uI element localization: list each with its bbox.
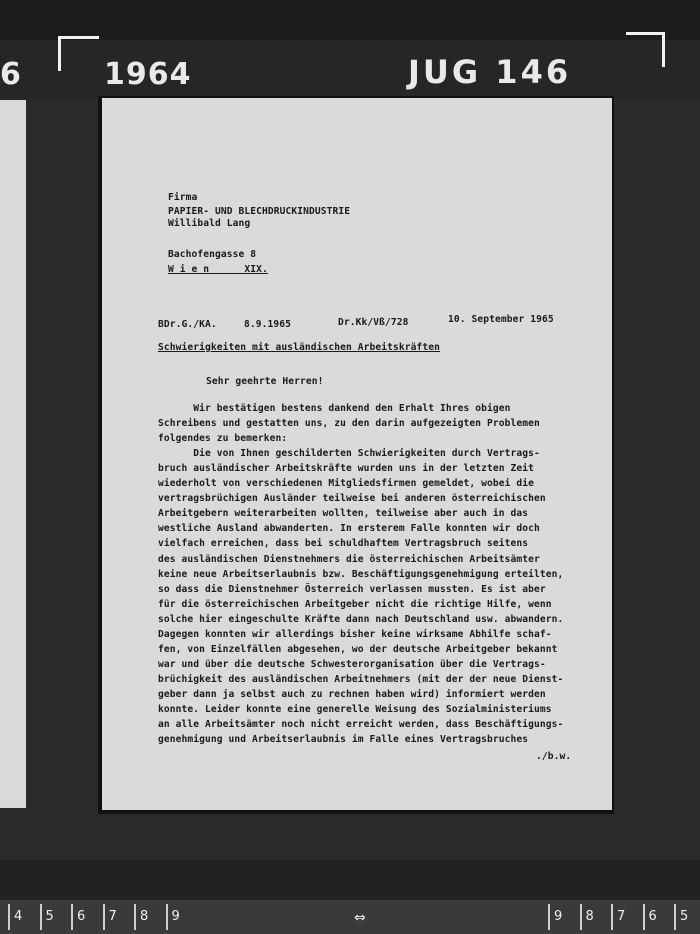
crop-mark-top-left [58, 36, 99, 71]
ruler-tick [103, 904, 105, 930]
ruler-number-left: 4 [14, 909, 23, 924]
recipient-name: Willibald Lang [168, 218, 251, 229]
body-line: für die österreichischen Arbeitgeber nicht die richtige Hilfe, wenn [158, 598, 552, 610]
reference-left: BDr.G./KA. [158, 319, 217, 330]
ruler-tick [8, 904, 10, 930]
ruler-number-left: 7 [108, 909, 117, 924]
ruler-tick [674, 904, 676, 930]
body-line: folgendes zu bemerken: [158, 433, 288, 445]
film-top-edge [0, 0, 700, 40]
body-line: konnte. Leider konnte eine generelle Weisung des Sozialministeriums [158, 704, 552, 715]
ruler-tick [134, 904, 136, 930]
recipient-city: W i e n XIX. [168, 264, 268, 275]
film-ruler [0, 900, 700, 934]
body-line: war und über die deutsche Schwesterorganisation über die Vertrags- [158, 658, 546, 670]
body-line: Schreibens und gestatten uns, zu den darin aufgezeigten Problemen [158, 418, 540, 430]
adjacent-frame-page [0, 100, 26, 808]
letter-page [102, 98, 612, 810]
body-line: genehmigung und Arbeitserlaubnis im Falle eines Vertragsbruches [158, 734, 529, 746]
film-bottom-band [0, 860, 700, 900]
film-edge-number: 6 [0, 57, 22, 92]
ruler-tick [71, 904, 73, 930]
body-line: vertragsbrüchigen Ausländer teilweise bei anderen österreichischen [158, 493, 546, 505]
body-line: keine neue Arbeitserlaubnis bzw. Beschäftigungsgenehmigung erteilten, [158, 568, 564, 580]
recipient-company: PAPIER- UND BLECHDRUCKINDUSTRIE [168, 206, 351, 217]
body-line: brüchigkeit des ausländischen Arbeitnehmers (mit der der neue Dienst- [158, 673, 564, 685]
body-line: Dagegen konnten wir allerdings bisher keine wirksame Abhilfe schaf- [158, 628, 552, 640]
recipient-street: Bachofengasse 8 [168, 249, 257, 260]
reference-date-left: 8.9.1965 [244, 319, 292, 330]
ruler-number-right: 9 [554, 909, 563, 924]
letter-date: 10. September 1965 [448, 314, 554, 325]
body-line: Wir bestätigen bestens dankend den Erhalt Ihres obigen [158, 403, 511, 414]
ruler-number-left: 6 [77, 909, 86, 924]
crop-mark-top-right [626, 32, 665, 67]
body-line: bruch ausländischer Arbeitskräfte wurden uns in der letzten Zeit [158, 463, 535, 475]
body-line: Arbeitgebern weiterarbeiten wollten, teilweise aber auch in das [158, 508, 529, 520]
body-line: Die von Ihnen geschilderten Schwierigkeiten durch Vertrags- [158, 448, 540, 460]
recipient-label: Firma [168, 192, 198, 203]
body-line: westliche Ausland abwanderten. In ersterem Falle konnten wir doch [158, 523, 540, 535]
body-line: des ausländischen Dienstnehmers die österreichischen Arbeitsämter [158, 553, 540, 565]
reference-mid: Dr.Kk/Vß/728 [338, 317, 409, 328]
ruler-tick [548, 904, 550, 930]
continuation-mark: ./b.w. [536, 751, 572, 762]
body-line: wiederholt von verschiedenen Mitgliedsfirmen gemeldet, wobei die [158, 478, 535, 490]
body-line: solche hier eingeschulte Kräfte dann nach Deutschland usw. abwandern. [158, 613, 564, 625]
ruler-number-right: 5 [680, 909, 689, 924]
letter-salutation: Sehr geehrte Herren! [206, 376, 324, 387]
ruler-number-left: 9 [171, 909, 180, 924]
ruler-number-left: 5 [45, 909, 54, 924]
body-line: geber dann ja selbst auch zu rechnen haben wird) informiert werden [158, 688, 546, 700]
body-line: an alle Arbeitsämter noch nicht erreicht werden, dass Beschäftigungs- [158, 719, 564, 731]
ruler-tick [40, 904, 42, 930]
body-line: fen, von Einzelfällen abgesehen, wo der deutsche Arbeitgeber bekannt [158, 643, 558, 655]
ruler-number-left: 8 [140, 909, 149, 924]
film-code-label: JUG 146 [408, 53, 572, 91]
film-year-label: 1964 [104, 57, 192, 92]
double-arrow-icon: ⇔ [354, 910, 366, 926]
ruler-number-right: 7 [617, 909, 626, 924]
body-line: so dass die Dienstnehmer Österreich verlassen mussten. Es ist aber [158, 583, 546, 595]
ruler-tick [611, 904, 613, 930]
ruler-tick [166, 904, 168, 930]
letter-subject: Schwierigkeiten mit ausländischen Arbeitskräften [158, 342, 441, 353]
ruler-tick [580, 904, 582, 930]
ruler-number-right: 8 [585, 909, 594, 924]
ruler-tick [643, 904, 645, 930]
body-line: vielfach erreichen, dass bei schuldhaftem Vertragsbruch seitens [158, 538, 529, 550]
ruler-number-right: 6 [648, 909, 657, 924]
